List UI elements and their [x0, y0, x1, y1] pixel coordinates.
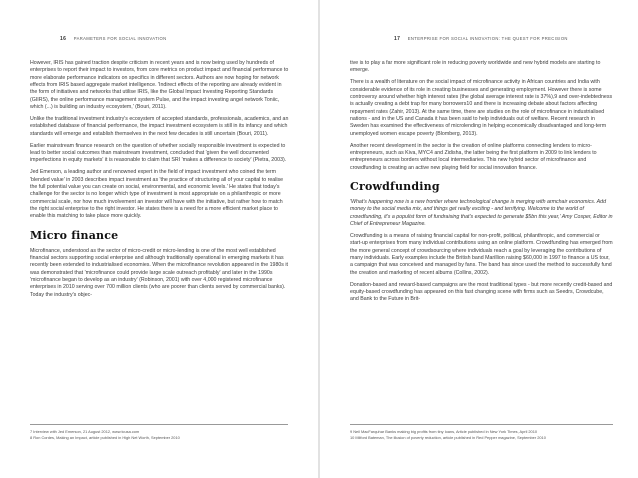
right-page-number: 17: [394, 36, 401, 42]
right-running-header: [394, 36, 568, 42]
paragraph: Jed Emerson, a leading author and renowned expert in the field of impact investment who coined the term 'blended value' in 2003 describes impact investment as 'the practice of structuring all of your capital to realise the full potential value you can create on social, environmental, and economic levels.' He states that today's challenge for the sector is no longer which type of investment is most appropriate on a philanthropic or more commercial scale, nor how much involvement an investor will have with the initiative, but rather how to match the right social enterprise to the right investor. He states there is a need for a more efficient market place to enable this matching to take place more quickly.: [30, 169, 284, 220]
section-heading-crowdfunding: Crowdfunding: [350, 180, 440, 193]
footnote: 8 Ron Cordes, Making an Impact, article published in High Net Worth, September 2010: [30, 435, 180, 440]
paragraph: Unlike the traditional investment industry's ecosystem of accepted standards, professionals, academics, and an established database of financial performance, the impact investment ecosystem is still in its infancy and which standards will emerge and establish themselves in the next few decades is still uncertain (Bouri, 2011).: [30, 116, 289, 137]
left-running-header: [60, 36, 167, 42]
footnote: 10 Milford Bateman, The illusion of poverty reduction, article published in Red Pepper magazine, September 2010: [350, 435, 546, 440]
paragraph: Microfinance, understood as the sector of micro-credit or micro-lending is one of the most well established financial sectors supporting social enterprise and although traditionally operational in emerging markets it has recently been extended to industrialised economies. When the microfinance revolution appeared in the 1980s it was demonstrated that 'microfinance could provide large scale outreach profitably' and later in the 1990s 'microfinance began to develop as an industry' (Robinson, 2001) with over 4,000 registered microfinance enterprises in 2010 serving over 700 million clients (who are poorer than clients served by commercial banks). Today the industry's objec-: [30, 247, 288, 298]
left-page: [0, 0, 318, 478]
right-header-title: ENTERPRISE FOR SOCIAL INNOVATION: THE QUEST FOR PRECISION: [407, 36, 568, 41]
paragraph: Donation-based and reward-based campaigns are the most traditional types - but more recently credit-based and equity-based crowdfunding has appeared on this fast changing scene with firms such as Seedrs, Crowdcube, and Bank to the Future in Brit-: [350, 281, 613, 303]
paragraph: Crowdfunding is a means of raising financial capital for non-profit, political, philanthropic, and commercial or start-up enterprises from many individual contributions using an online platform. Crowdfunding has emerged from the more general concept of crowdsourcing where individuals reach a goal by leveraging the contributions of many individuals. Early examples include the British band Marillion raising $60,000 in 1997 to finance a US tour, a campaign that was conceived and managed by fans. The band has since used the method to successfully fund the creation and marketing of recent albums (Collins, 2002).: [350, 232, 613, 276]
left-footnotes: [30, 424, 288, 441]
footnote: 7 Interview with Jed Emerson, 21 August 2012, www.tcusa.com: [30, 429, 140, 434]
paragraph: tive is to play a far more significant role in reducing poverty worldwide and new hybrid models are starting to emerge.: [350, 60, 601, 74]
left-header-title: PARAMETERS FOR SOCIAL INNOVATION: [73, 36, 167, 41]
paragraph: There is a wealth of literature on the social impact of microfinance activity in African countries and India with considerable evidence of its role in creating businesses and generating employment. However there is some controversy around whether high interest rates (the global average interest rate is 37%),9 and over-indebtedness is actually creating a debt trap for many borrowers10 and there is increasing debate about factors affecting repayment rates (Zahir, 2013). At the same time, there are studies on the role of microfinance in industrialised nations - and in the US and Canada it has been said to help individuals out of welfare. Recent research in Sweden has examined the effectiveness of microlending in helping economically disadvantaged and long-term unemployed women escape poverty (Blomberg, 2013).: [350, 79, 613, 137]
pull-quote: 'What's happening now is a new frontier where technological change is merging with armchair economics. Add money to the social media mix, and things get really exciting - and terrifying. Welcome to the world of crowdfunding, it's a populist form of fundraising that's expected to generate $5bn this year,' Amy Cosper, Editor in Chief of Entrepreneur Magazine.: [350, 199, 613, 228]
paragraph: Earlier mainstream finance research on the question of whether socially responsible investment is expected to lead to better social outcomes than mainstream investment, concluded that 'given the well documented imperfections in equity markets' it is reasonable to claim that SRI 'makes a difference to society' (Pietra, 2003).: [30, 142, 287, 164]
left-page-number: 16: [60, 36, 67, 42]
left-page-body: [30, 60, 290, 304]
section-heading-micro-finance: Micro finance: [30, 228, 119, 242]
paragraph: Another recent development in the sector is the creation of online platforms connecting lenders to micro-entrepreneurs, such as Kiva, MYC4 and Zidisha, the latter being the first platform in 2009 to link lenders to entrepreneurs across borders without local intermediaries. This new hybrid sector of microfinance and crowdfunding is creating an active new playing field for social innovation finance.: [350, 142, 597, 171]
paragraph: However, IRIS has gained traction despite criticism in recent years and is now being used by hundreds of enterprises to report their impact to investors, from core metrics on product impact and financial performance to more elaborate performance indicators on specifics in different sectors. Authors are now hoping for network effects from IRIS based aggregate market intelligence. 'Indirect effects of the reporting are already evident in the form of initiatives and networks that utilise IRIS, like the Global Impact Investing Reporting Standards (GIIRS), the online performance management system Pulse, and the impact investing angel network Toniic, which (...) is building an industry ecosystem,' (Bouri, 2011).: [30, 60, 289, 111]
right-footnotes: [350, 424, 613, 441]
right-page: [320, 0, 638, 478]
right-page-body: [350, 60, 613, 308]
footnote: 9 Neil MacFarquhar Banks making big profits from tiny loans, Article published in New York Times, April 2010: [350, 429, 538, 434]
